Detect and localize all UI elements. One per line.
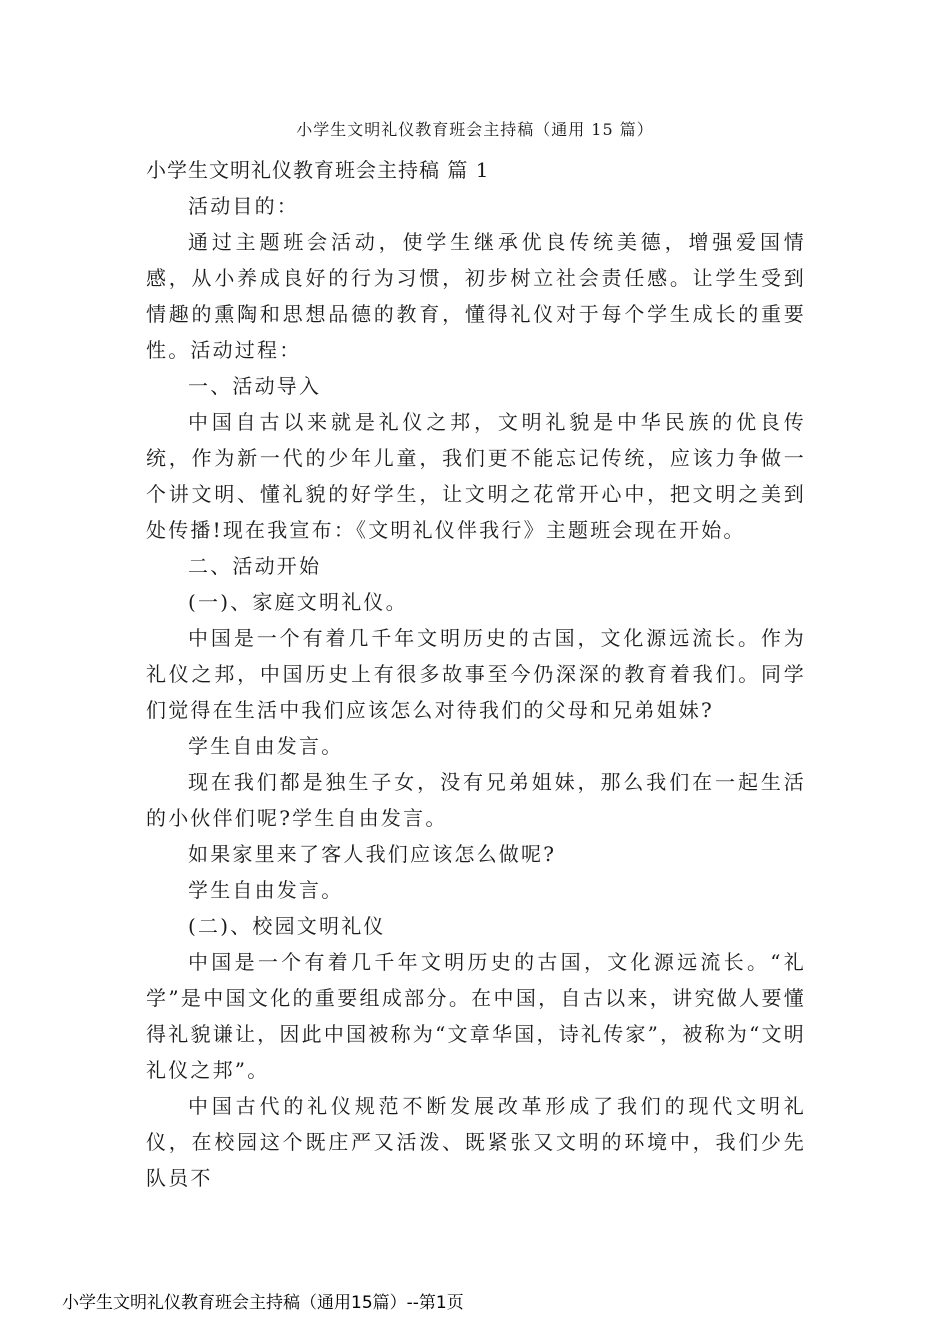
paragraph-family: 中国是一个有着几千年文明历史的古国，文化源远流长。作为礼仪之邦，中国历史上有很多故事至今仍深深的教育着我们。同学们觉得在生活中我们应该怎么对待我们的父母和兄弟姐妹?: [146, 626, 806, 722]
paragraph-campus: 中国是一个有着几千年文明历史的古国，文化源远流长。“礼学”是中国文化的重要组成部分。在中国，自古以来，讲究做人要懂得礼貌谦让，因此中国被称为“文章华国，诗礼传家”，被称为“文明礼仪之邦”。: [146, 950, 806, 1082]
paragraph-family-heading: (一)、家庭文明礼仪。: [188, 590, 408, 614]
paragraph-intro: 中国自古以来就是礼仪之邦，文明礼貌是中华民族的优良传统，作为新一代的少年儿童，我们更不能忘记传统，应该力争做一个讲文明、懂礼貌的好学生，让文明之花常开心中，把文明之美到处传播!现在我宣布：《文明礼仪伴我行》主题班会现在开始。: [146, 410, 806, 542]
paragraph-guests: 如果家里来了客人我们应该怎么做呢?: [188, 842, 557, 866]
paragraph-intro-heading: 一、活动导入: [188, 374, 322, 398]
paragraph-free-speech-2: 学生自由发言。: [188, 878, 344, 902]
paragraph-modern-etiquette: 中国古代的礼仪规范不断发展改革形成了我们的现代文明礼仪，在校园这个既庄严又活泼、既紧张又文明的环境中，我们少先队员不: [146, 1094, 806, 1190]
paragraph-purpose-label: 活动目的：: [188, 194, 299, 218]
paragraph-purpose: 通过主题班会活动，使学生继承优良传统美德，增强爱国情感，从小养成良好的行为习惯，初步树立社会责任感。让学生受到情趣的熏陶和思想品德的教育，懂得礼仪对于每个学生成长的重要性。活动过程：: [146, 230, 806, 362]
document-title: 小学生文明礼仪教育班会主持稿（通用 15 篇）: [296, 120, 654, 139]
paragraph-start-heading: 二、活动开始: [188, 554, 322, 578]
section-heading: 小学生文明礼仪教育班会主持稿 篇 1: [146, 158, 490, 182]
paragraph-campus-heading: (二)、校园文明礼仪: [188, 914, 386, 938]
paragraph-free-speech: 学生自由发言。: [188, 734, 344, 758]
document-body: [146, 152, 806, 1196]
page-footer: 小学生文明礼仪教育班会主持稿（通用15篇）--第1页: [62, 1293, 464, 1313]
paragraph-siblings: 现在我们都是独生子女，没有兄弟姐妹，那么我们在一起生活的小伙伴们呢?学生自由发言。: [146, 770, 806, 830]
